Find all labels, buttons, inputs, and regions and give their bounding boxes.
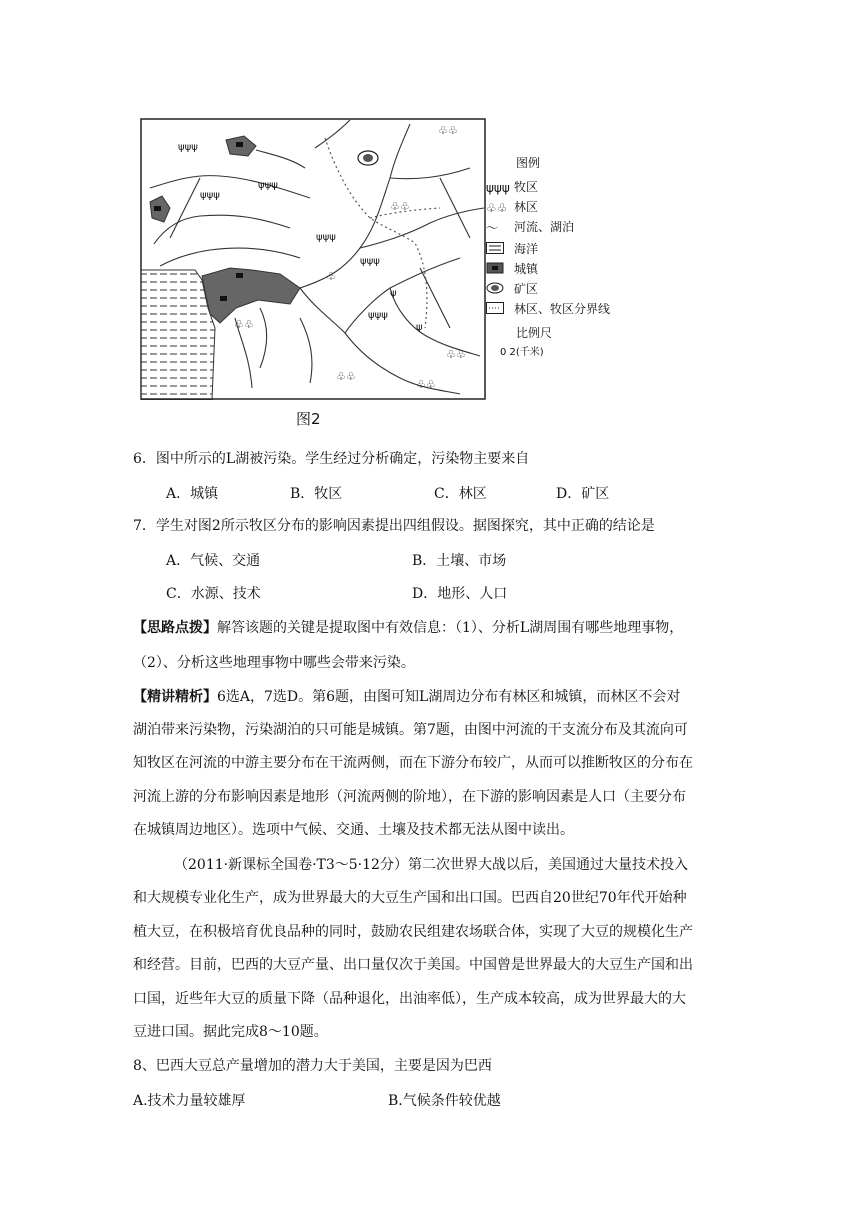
- svg-text:♧: ♧: [326, 270, 336, 283]
- q8-option-b: B.气候条件较优越: [388, 1093, 501, 1109]
- q7-option-a: A．气候、交通: [166, 553, 261, 569]
- legend-forest: ♧♧ 林区: [486, 200, 539, 215]
- legend-title: 图例: [516, 156, 541, 170]
- passage-line-2: 和大规模专业化生产，成为世界最大的大豆生产国和出口国。巴西自20世纪70年代开始种: [133, 890, 687, 906]
- legend-town: 城镇: [486, 260, 538, 278]
- forest-icon: ♧♧: [486, 200, 508, 215]
- town-icon: [486, 261, 514, 279]
- q8-option-a: A.技术力量较雄厚: [133, 1093, 246, 1109]
- sea-area: [141, 270, 215, 400]
- river-icon: 〜: [486, 220, 499, 235]
- analysis-label: 【精讲精析】: [133, 689, 217, 705]
- svg-text:ψψψ: ψψψ: [360, 256, 380, 267]
- analysis-line-2: 湖泊带来污染物，污染湖泊的只可能是城镇。第7题，由图中河流的干支流分布及其流向可: [133, 722, 688, 738]
- q8-stem: 8、巴西大豆总产量增加的潜力大于美国，主要是因为巴西: [133, 1058, 492, 1074]
- q7-option-c: C．水源、技术: [166, 586, 261, 602]
- hint-label: 【思路点拨】: [133, 620, 217, 636]
- svg-text:♧♧: ♧♧: [390, 200, 410, 213]
- passage-line-1: （2011·新课标全国卷·T3～5·12分）第二次世界大战以后，美国通过大量技术投入: [174, 857, 688, 873]
- legend-boundary: 林区、牧区分界线: [486, 300, 610, 318]
- q6-option-c: C．林区: [434, 486, 487, 502]
- q6-option-b: B．牧区: [290, 486, 343, 502]
- hint-line-2: （2）、分析这些地理事物中哪些会带来污染。: [133, 655, 415, 671]
- legend-sea: 海洋: [486, 240, 538, 258]
- q6-stem: 6．图中所示的L湖被污染。学生经过分析确定，污染物主要来自: [133, 451, 530, 467]
- scale-title: 比例尺: [516, 326, 553, 340]
- boundary-icon: [486, 301, 514, 319]
- scale-bar: 0 2(千米): [500, 347, 544, 358]
- analysis-line-1: 【精讲精析】6选A，7选D。第6题，由图可知L湖周边分布有林区和城镇，而林区不会对: [133, 689, 681, 705]
- analysis-line-3: 知牧区在河流的中游主要分布在干流两侧，而在下游分布较广，从而可以推断牧区的分布在: [133, 755, 693, 771]
- passage-line-4: 和经营。目前，巴西的大豆产量、出口量仅次于美国。中国曾是世界最大的大豆生产国和出: [133, 957, 693, 973]
- pasture-icon: ψψψ: [486, 180, 510, 195]
- map-legend: [486, 150, 626, 370]
- svg-text:♧♧: ♧♧: [438, 124, 458, 137]
- passage-line-3: 植大豆，在积极培育优良品种的同时，鼓励农民组建农场联合体，实现了大豆的规模化生产: [133, 924, 693, 940]
- analysis-line-4: 河流上游的分布影响因素是地形（河流两侧的阶地），在下游的影响因素是人口（主要分布: [133, 789, 686, 805]
- hint-line-1: 【思路点拨】解答该题的关键是提取图中有效信息：（1）、分析L湖周围有哪些地理事物，: [133, 620, 684, 636]
- svg-text:ψψψ: ψψψ: [368, 310, 388, 321]
- svg-text:ψψψ: ψψψ: [316, 232, 336, 243]
- q6-option-d: D．矿区: [556, 486, 610, 502]
- legend-mine: 矿区: [486, 280, 538, 298]
- q7-stem: 7．学生对图2所示牧区分布的影响因素提出四组假设。据图探究，其中正确的结论是: [133, 518, 655, 534]
- svg-text:ψ: ψ: [390, 288, 397, 299]
- svg-text:♧♧: ♧♧: [446, 348, 466, 361]
- analysis-line-5: 在城镇周边地区）。选项中气候、交通、土壤及技术都无法从图中读出。: [133, 822, 574, 838]
- sea-icon: [486, 241, 514, 259]
- mine-area: [358, 151, 378, 165]
- svg-text:ψ: ψ: [416, 322, 423, 333]
- svg-text:ψψψ: ψψψ: [258, 180, 278, 191]
- passage-line-5: 口国，近些年大豆的质量下降（品种退化，出油率低），生产成本较高，成为世界最大的大: [133, 991, 686, 1007]
- mine-icon: [486, 281, 514, 299]
- svg-text:ψψψ: ψψψ: [178, 142, 198, 153]
- figure-caption: 图2: [296, 410, 321, 428]
- q7-option-d: D．地形、人口: [412, 586, 508, 602]
- legend-river: 〜 河流、湖泊: [486, 220, 575, 235]
- svg-text:♧♧: ♧♧: [336, 370, 356, 383]
- svg-text:♧♧: ♧♧: [416, 378, 436, 391]
- passage-line-6: 豆进口国。据此完成8～10题。: [133, 1024, 328, 1040]
- svg-text:ψψψ: ψψψ: [200, 190, 220, 201]
- q7-option-b: B．土壤、市场: [412, 553, 507, 569]
- legend-pasture: ψψψ 牧区: [486, 180, 539, 195]
- q6-option-a: A．城镇: [166, 486, 219, 502]
- map-figure: [140, 118, 486, 400]
- svg-text:♧♧: ♧♧: [234, 318, 254, 331]
